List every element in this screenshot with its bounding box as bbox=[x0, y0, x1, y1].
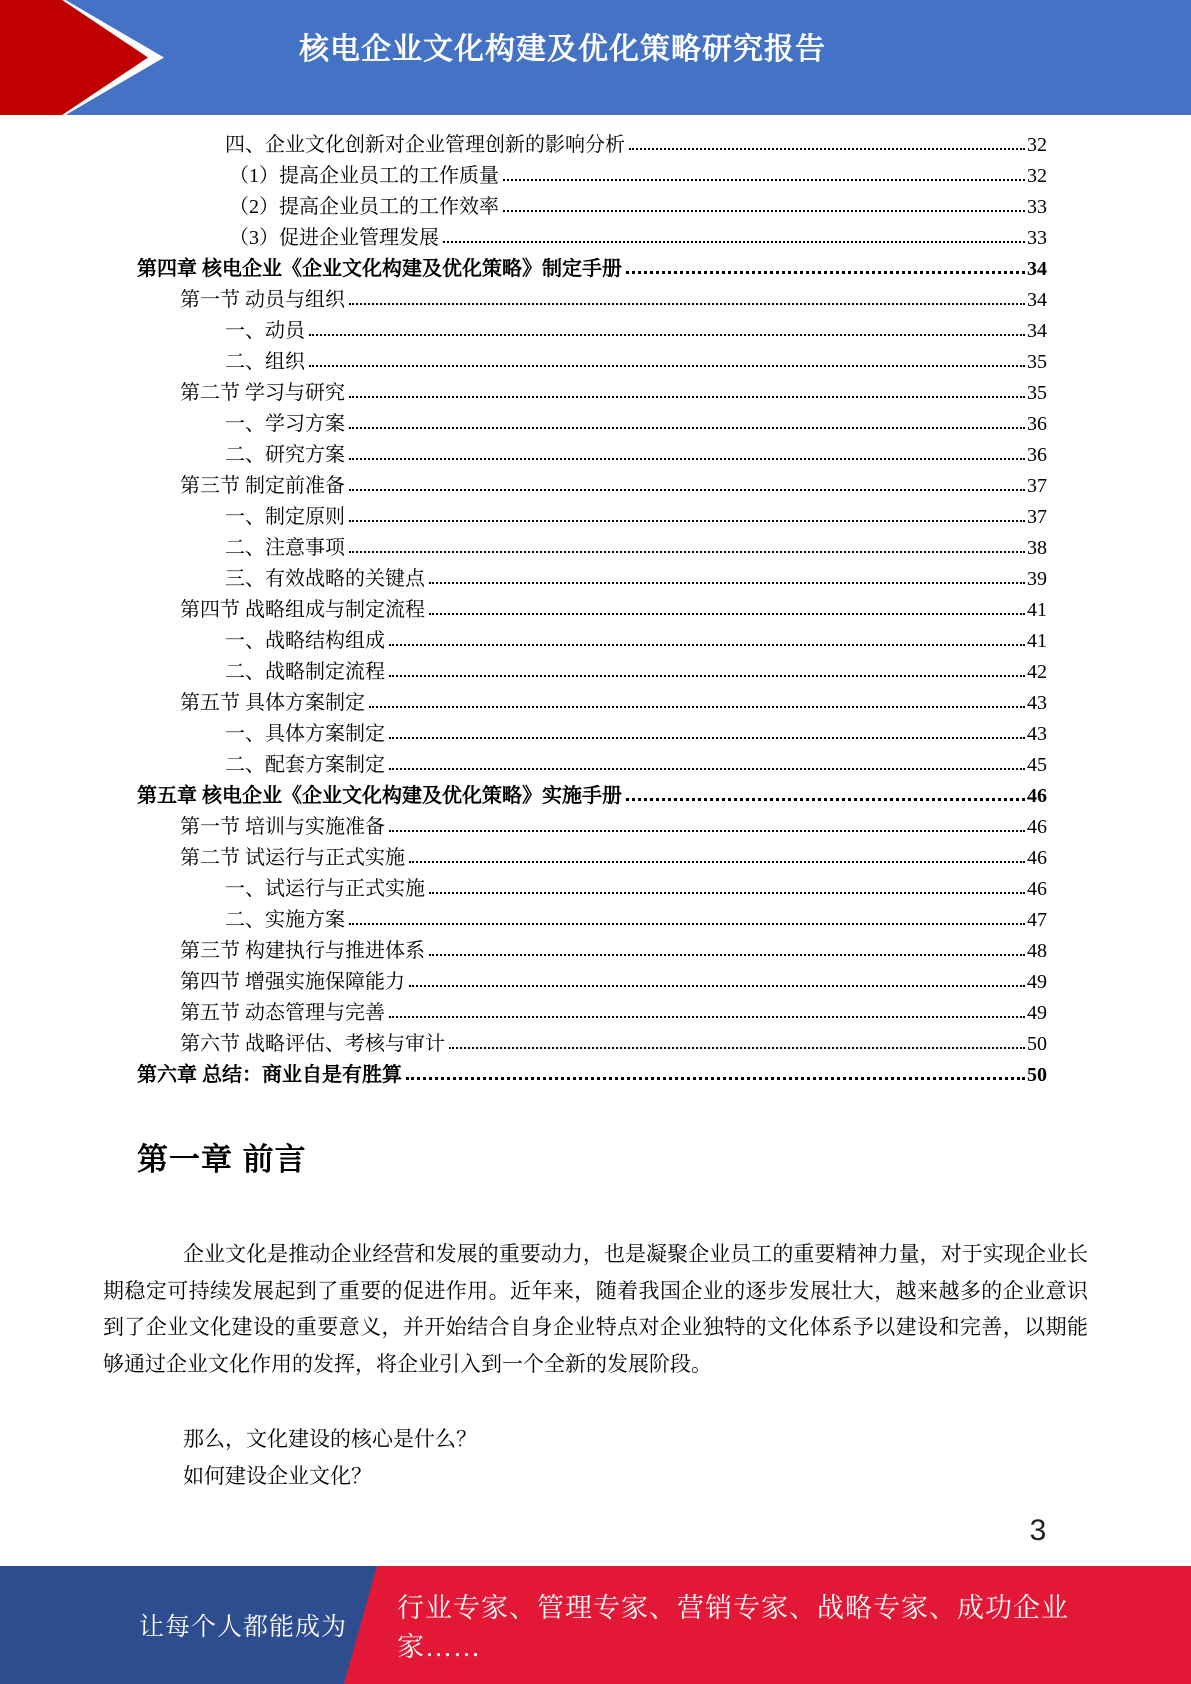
toc-entry-label: 二、战略制定流程 bbox=[225, 661, 385, 683]
toc-entry-page-number: 49 bbox=[1027, 971, 1047, 993]
page-header-banner bbox=[0, 0, 1191, 115]
dot-leader bbox=[389, 768, 1025, 770]
question-line-1: 那么，文化建设的核心是什么？ bbox=[183, 1427, 477, 1451]
toc-entry-page-number: 32 bbox=[1027, 134, 1047, 156]
dot-leader bbox=[389, 675, 1025, 677]
toc-entry[interactable] bbox=[137, 595, 1047, 626]
toc-entry-label: 第一节 培训与实施准备 bbox=[180, 816, 385, 838]
dot-leader bbox=[349, 520, 1025, 522]
toc-entry-label: 一、学习方案 bbox=[225, 413, 345, 435]
dot-leader bbox=[349, 923, 1025, 925]
toc-entry-page-number: 37 bbox=[1027, 506, 1047, 528]
toc-entry-label: 二、组织 bbox=[225, 351, 305, 373]
chapter-heading: 第一章 前言 bbox=[137, 1142, 307, 1177]
dot-leader bbox=[449, 1047, 1025, 1049]
toc-entry-label: 第五节 具体方案制定 bbox=[180, 692, 365, 714]
dot-leader bbox=[349, 427, 1025, 429]
toc-entry-label: 一、动员 bbox=[225, 320, 305, 342]
toc-entry-page-number: 43 bbox=[1027, 692, 1047, 714]
page-number: 3 bbox=[1029, 1514, 1047, 1547]
toc-entry[interactable] bbox=[137, 564, 1047, 595]
toc-entry[interactable] bbox=[137, 750, 1047, 781]
dot-leader bbox=[389, 1016, 1025, 1018]
toc-entry-page-number: 46 bbox=[1027, 785, 1047, 807]
toc-entry-label: 第四节 战略组成与制定流程 bbox=[180, 599, 425, 621]
dot-leader bbox=[369, 706, 1025, 708]
toc-entry[interactable] bbox=[137, 440, 1047, 471]
toc-entry-page-number: 35 bbox=[1027, 351, 1047, 373]
toc-entry[interactable] bbox=[137, 998, 1047, 1029]
toc-entry[interactable] bbox=[137, 843, 1047, 874]
toc-entry[interactable] bbox=[137, 533, 1047, 564]
toc-entry-page-number: 48 bbox=[1027, 940, 1047, 962]
toc-entry-label: 三、有效战略的关键点 bbox=[225, 568, 425, 590]
dot-leader bbox=[309, 334, 1025, 336]
dot-leader bbox=[406, 1077, 1025, 1080]
toc-entry-page-number: 34 bbox=[1027, 320, 1047, 342]
toc-entry-label: 一、制定原则 bbox=[225, 506, 345, 528]
body-paragraph: 企业文化是推动企业经营和发展的重要动力，也是凝聚企业员工的重要精神力量，对于实现企业长期稳定可持续发展起到了重要的促进作用。近年来，随着我国企业的逐步发展壮大，越来越多的企业意识到了企业文化建设的重要意义，并开始结合自身企业特点对企业独特的文化体系予以建设和完善，以期能够通过企业文化作用的发挥，将企业引入到一个全新的发展阶段。 bbox=[103, 1242, 1088, 1376]
toc-entry-label: 第五章 核电企业《企业文化构建及优化策略》实施手册 bbox=[137, 785, 622, 807]
toc-entry-page-number: 33 bbox=[1027, 227, 1047, 249]
dot-leader bbox=[389, 737, 1025, 739]
toc-entry-page-number: 46 bbox=[1027, 878, 1047, 900]
toc-entry[interactable] bbox=[137, 161, 1047, 192]
dot-leader bbox=[629, 148, 1025, 150]
toc-entry-label: 第二节 试运行与正式实施 bbox=[180, 847, 405, 869]
toc-entry[interactable] bbox=[137, 409, 1047, 440]
toc-entry-page-number: 35 bbox=[1027, 382, 1047, 404]
toc-entry[interactable] bbox=[137, 130, 1047, 161]
toc-entry[interactable] bbox=[137, 502, 1047, 533]
toc-entry[interactable] bbox=[137, 967, 1047, 998]
toc-entry-label: （3）促进企业管理发展 bbox=[229, 227, 439, 249]
toc-entry[interactable] bbox=[137, 781, 1047, 812]
toc-entry-page-number: 32 bbox=[1027, 165, 1047, 187]
question-line-2: 如何建设企业文化？ bbox=[183, 1464, 372, 1488]
toc-entry-label: 第一节 动员与组织 bbox=[180, 289, 345, 311]
page-footer-banner bbox=[0, 1566, 1191, 1684]
dot-leader bbox=[389, 830, 1025, 832]
toc-entry-label: 第二节 学习与研究 bbox=[180, 382, 345, 404]
toc-entry[interactable] bbox=[137, 378, 1047, 409]
dot-leader bbox=[429, 892, 1025, 894]
dot-leader bbox=[409, 985, 1025, 987]
dot-leader bbox=[429, 954, 1025, 956]
toc-entry[interactable] bbox=[137, 192, 1047, 223]
dot-leader bbox=[429, 582, 1025, 584]
toc-entry-page-number: 41 bbox=[1027, 630, 1047, 652]
table-of-contents bbox=[137, 130, 1047, 1091]
toc-entry-label: （1）提高企业员工的工作质量 bbox=[229, 165, 499, 187]
toc-entry-page-number: 47 bbox=[1027, 909, 1047, 931]
toc-entry-label: 二、实施方案 bbox=[225, 909, 345, 931]
toc-entry-page-number: 39 bbox=[1027, 568, 1047, 590]
toc-entry-page-number: 33 bbox=[1027, 196, 1047, 218]
toc-entry-label: （2）提高企业员工的工作效率 bbox=[229, 196, 499, 218]
dot-leader bbox=[503, 179, 1025, 181]
dot-leader bbox=[626, 271, 1025, 274]
toc-entry-page-number: 37 bbox=[1027, 475, 1047, 497]
toc-entry[interactable] bbox=[137, 254, 1047, 285]
toc-entry[interactable] bbox=[137, 223, 1047, 254]
toc-entry-page-number: 34 bbox=[1027, 258, 1047, 280]
toc-entry[interactable] bbox=[137, 812, 1047, 843]
toc-entry-page-number: 42 bbox=[1027, 661, 1047, 683]
report-title: 核电企业文化构建及优化策略研究报告 bbox=[299, 33, 826, 66]
dot-leader bbox=[349, 303, 1025, 305]
toc-entry[interactable] bbox=[137, 905, 1047, 936]
toc-entry-page-number: 36 bbox=[1027, 444, 1047, 466]
toc-entry[interactable] bbox=[137, 719, 1047, 750]
toc-entry-page-number: 34 bbox=[1027, 289, 1047, 311]
dot-leader bbox=[409, 861, 1025, 863]
toc-entry-label: 第三节 构建执行与推进体系 bbox=[180, 940, 425, 962]
footer-slogan-right: 行业专家、管理专家、营销专家、战略专家、成功企业家…… bbox=[397, 1593, 1069, 1662]
dot-leader bbox=[389, 644, 1025, 646]
question-lines bbox=[103, 1421, 1088, 1495]
toc-entry-label: 二、注意事项 bbox=[225, 537, 345, 559]
toc-entry-label: 二、配套方案制定 bbox=[225, 754, 385, 776]
dot-leader bbox=[349, 489, 1025, 491]
dot-leader bbox=[626, 798, 1025, 801]
toc-entry-label: 四、企业文化创新对企业管理创新的影响分析 bbox=[225, 134, 625, 156]
toc-entry[interactable] bbox=[137, 347, 1047, 378]
toc-entry-page-number: 38 bbox=[1027, 537, 1047, 559]
dot-leader bbox=[443, 241, 1025, 243]
toc-entry-page-number: 36 bbox=[1027, 413, 1047, 435]
toc-entry[interactable] bbox=[137, 471, 1047, 502]
toc-entry[interactable] bbox=[137, 936, 1047, 967]
toc-entry-label: 第六节 战略评估、考核与审计 bbox=[180, 1033, 445, 1055]
toc-entry-label: 一、具体方案制定 bbox=[225, 723, 385, 745]
toc-entry-label: 一、试运行与正式实施 bbox=[225, 878, 425, 900]
toc-entry-page-number: 46 bbox=[1027, 816, 1047, 838]
toc-entry-page-number: 45 bbox=[1027, 754, 1047, 776]
toc-entry[interactable] bbox=[137, 1029, 1047, 1060]
dot-leader bbox=[503, 210, 1025, 212]
toc-entry-page-number: 41 bbox=[1027, 599, 1047, 621]
toc-entry[interactable] bbox=[137, 874, 1047, 905]
toc-entry-label: 第五节 动态管理与完善 bbox=[180, 1002, 385, 1024]
toc-entry-label: 二、研究方案 bbox=[225, 444, 345, 466]
toc-entry[interactable] bbox=[137, 626, 1047, 657]
toc-entry-page-number: 50 bbox=[1027, 1064, 1047, 1086]
dot-leader bbox=[349, 396, 1025, 398]
toc-entry-label: 第六章 总结：商业自是有胜算 bbox=[137, 1064, 402, 1086]
toc-entry-page-number: 46 bbox=[1027, 847, 1047, 869]
toc-entry[interactable] bbox=[137, 657, 1047, 688]
toc-entry-page-number: 50 bbox=[1027, 1033, 1047, 1055]
toc-entry-label: 一、战略结构组成 bbox=[225, 630, 385, 652]
toc-entry-label: 第四节 增强实施保障能力 bbox=[180, 971, 405, 993]
footer-slogan-left: 让每个人都能成为 bbox=[138, 1614, 347, 1641]
toc-entry-label: 第四章 核电企业《企业文化构建及优化策略》制定手册 bbox=[137, 258, 622, 280]
toc-entry-label: 第三节 制定前准备 bbox=[180, 475, 345, 497]
toc-entry[interactable] bbox=[137, 316, 1047, 347]
dot-leader bbox=[309, 365, 1025, 367]
dot-leader bbox=[349, 458, 1025, 460]
dot-leader bbox=[349, 551, 1025, 553]
toc-entry[interactable] bbox=[137, 1060, 1047, 1091]
toc-entry[interactable] bbox=[137, 688, 1047, 719]
toc-entry-page-number: 49 bbox=[1027, 1002, 1047, 1024]
toc-entry[interactable] bbox=[137, 285, 1047, 316]
toc-entry-page-number: 43 bbox=[1027, 723, 1047, 745]
dot-leader bbox=[429, 613, 1025, 615]
